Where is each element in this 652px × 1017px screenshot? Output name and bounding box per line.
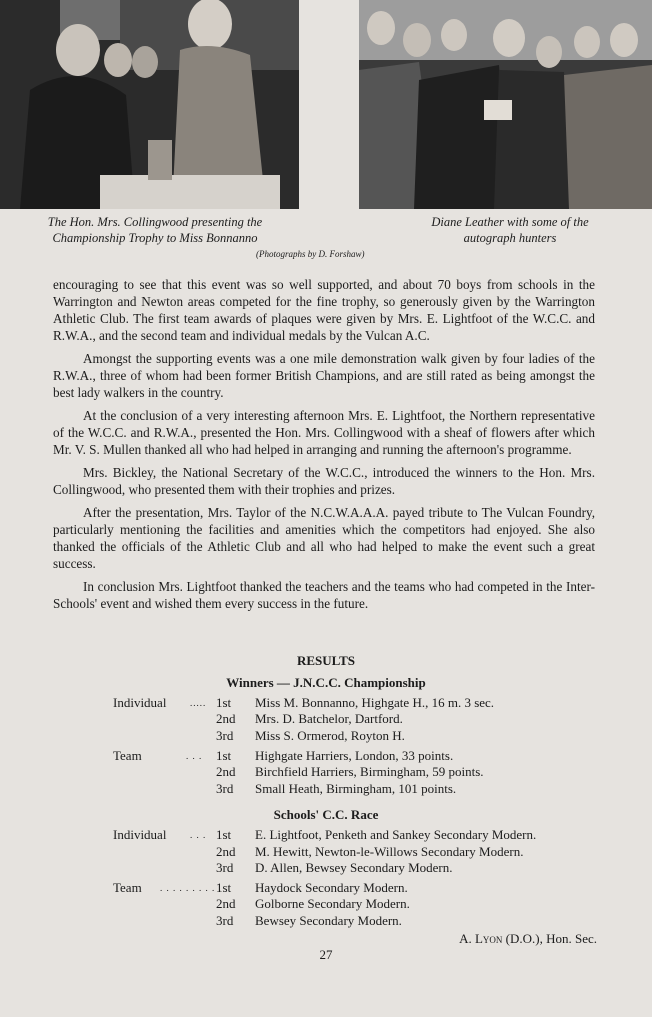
caption-line: Championship Trophy to Miss Bonnanno (52, 231, 258, 245)
result-entry: Bewsey Secondary Modern. (255, 913, 402, 928)
place: 3rd (216, 728, 234, 743)
result-entry: Mrs. D. Batchelor, Dartford. (255, 711, 403, 726)
signature-title: (D.O.), Hon. Sec. (505, 931, 597, 946)
paragraph: After the presentation, Mrs. Taylor of the N.C.W.A.A.A. payed tribute to The Vulcan Foundry, particularly mentioning the facilities and amenities which the competitors had enjoyed. She also thanked the officials of the Athletic Club and all who had helped to make the event such a great success. (53, 505, 595, 571)
signature (459, 931, 597, 947)
photo-credit: (Photographs by D. Forshaw) (256, 249, 365, 259)
photo-illustration (0, 0, 299, 209)
result-entry: D. Allen, Bewsey Secondary Modern. (255, 860, 453, 875)
paragraph: At the conclusion of a very interesting afternoon Mrs. E. Lightfoot, the Northern representative of the W.C.C. and R.W.A., presented the Hon. Mrs. Collingwood with a sheaf of flowers after which Mr. V. S. Mullen thanked all who had helped in arranging and running the afternoon's programme. (53, 408, 595, 457)
result-entry: Highgate Harriers, London, 33 points. (255, 748, 454, 763)
caption-line: autograph hunters (463, 231, 557, 245)
leader-dots: . . . (190, 830, 207, 840)
section-title: Schools' C.C. Race (273, 807, 379, 822)
trophy-presentation-photo (0, 0, 299, 209)
caption-line: The Hon. Mrs. Collingwood presenting the (47, 215, 263, 229)
article-body (53, 276, 595, 618)
place: 2nd (216, 711, 236, 726)
place: 2nd (216, 764, 236, 779)
place: 3rd (216, 781, 234, 796)
result-entry: M. Hewitt, Newton-le-Willows Secondary Modern. (255, 844, 524, 859)
leader-dots: . . . (186, 751, 203, 761)
result-entry: Miss M. Bonnanno, Highgate H., 16 m. 3 sec. (255, 695, 495, 710)
paragraph: Amongst the supporting events was a one mile demonstration walk given by four ladies of the R.W.A., three of whom had been former British Champions, and are still rated as being amongst the best lady walkers in the country. (53, 351, 595, 400)
signature-name: A. Lyon (459, 931, 503, 946)
result-entry: Birchfield Harriers, Birmingham, 59 points. (255, 764, 484, 779)
leader-dots: . . . . . . . . . . (160, 883, 222, 893)
paragraph: Mrs. Bickley, the National Secretary of the W.C.C., introduced the winners to the Hon. Mrs. Collingwood, who presented them with their trophies and prizes. (53, 465, 595, 497)
paragraph: encouraging to see that this event was so well supported, and about 70 boys from schools in the Warrington and Newton areas competed for the fine trophy, so generously given by the Warrington Athletic Club. The first team awards of plaques were given by Mrs. E. Lightfoot of the W.C.C. and R.W.A., and the second team and individual medals by the Vulcan A.C. (53, 277, 595, 343)
team-label: Team (113, 880, 142, 895)
place: 1st (216, 880, 232, 895)
place: 1st (216, 827, 232, 842)
place: 1st (216, 748, 232, 763)
right-photo-caption (395, 214, 625, 246)
place: 1st (216, 695, 232, 710)
paragraph: In conclusion Mrs. Lightfoot thanked the teachers and the teams who had competed in the Inter-Schools' event and wished them every success in the future. (53, 579, 595, 611)
result-entry: E. Lightfoot, Penketh and Sankey Secondary Modern. (255, 827, 537, 842)
result-entry: Small Heath, Birmingham, 101 points. (255, 781, 457, 796)
place: 2nd (216, 844, 236, 859)
result-entry: Haydock Secondary Modern. (255, 880, 408, 895)
place: 3rd (216, 860, 234, 875)
results-heading: RESULTS (296, 653, 356, 668)
place: 3rd (216, 913, 234, 928)
page-number: 27 (319, 947, 333, 962)
caption-line: Diane Leather with some of the (431, 215, 589, 229)
place: 2nd (216, 896, 236, 911)
result-entry: Golborne Secondary Modern. (255, 896, 410, 911)
individual-label: Individual (113, 695, 167, 710)
leader-dots: ..... (190, 698, 207, 708)
autograph-hunters-photo (359, 0, 652, 209)
individual-label: Individual (113, 827, 167, 842)
section-title: Winners — J.N.C.C. Championship (226, 675, 426, 690)
left-photo-caption (10, 214, 300, 246)
result-entry: Miss S. Ormerod, Royton H. (255, 728, 405, 743)
team-label: Team (113, 748, 142, 763)
photo-illustration (359, 0, 652, 209)
